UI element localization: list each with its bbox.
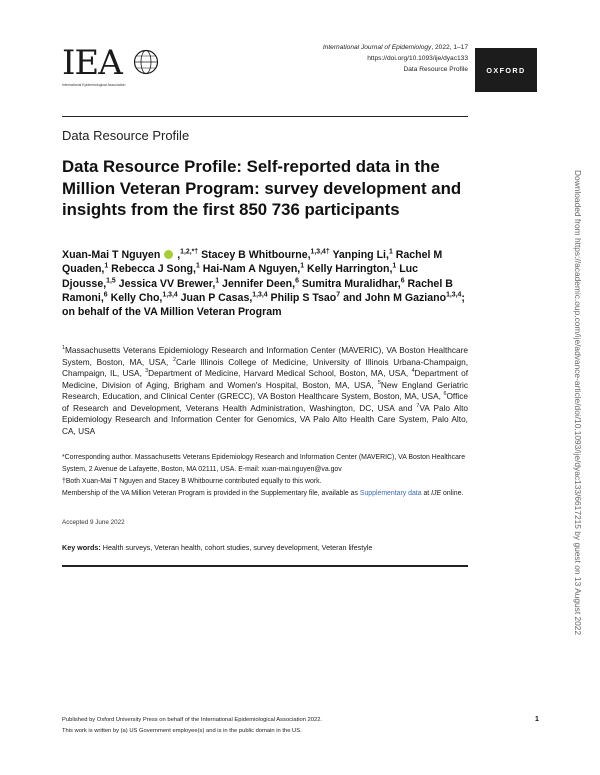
author-name: Sumitra Muralidhar, [301, 277, 401, 290]
author [203, 263, 307, 275]
author-name: Stacey B Whitbourne, [201, 249, 311, 261]
author-notes [62, 452, 472, 500]
author: and John M Gaziano$^{1,3,4}$; [343, 291, 465, 304]
author-name: Rebecca J Song, [111, 263, 196, 276]
affiliation-text: Massachusetts Veterans Epidemiology Research and Information Center (MAVERIC), VA Boston Healthcare System, Boston, MA, USA, [62, 345, 468, 367]
journal-volume: , 2022, 1–17 [431, 44, 468, 51]
author-affiliation-marker: 1,3,4† [310, 248, 330, 256]
affiliation-number: 5 [377, 379, 381, 386]
membership-note: Membership of the VA Million Veteran Program is provided in the Supplementary file, available as Supplementary data at IJE online. [62, 490, 464, 497]
journal-reference [300, 42, 468, 75]
author [181, 292, 271, 304]
author [111, 292, 181, 304]
affiliation-text: New England Geriatric Research, Education, and Clinical Center (GRECC), VA Boston Healthcare System, Boston, MA, USA, [62, 379, 468, 401]
author [119, 278, 222, 290]
author-name: Jessica VV Brewer, [118, 277, 216, 290]
iea-logo-text: IEA [62, 44, 122, 80]
author-affiliation-marker: 1 [388, 248, 393, 256]
author-name: Xuan-Mai T Nguyen [62, 249, 161, 261]
article-type: Data Resource Profile [403, 66, 468, 73]
author-name: Kelly Cho, [110, 291, 163, 304]
author: Xuan-Mai T Nguyen ,$^{1,2,*\dagger}$ [62, 248, 199, 261]
affiliation-text: Office of Research and Development, Veterans Health Administration, Washington, DC, USA and [62, 391, 468, 413]
journal-name: International Journal of Epidemiology [322, 44, 432, 51]
affiliation-number: 1 [62, 345, 65, 352]
header-divider [62, 116, 468, 117]
author-affiliation-marker: 6 [295, 277, 299, 285]
author-affiliation-marker: 6 [400, 277, 405, 285]
author-name: Yanping Li, [332, 249, 389, 261]
author-affiliation-marker: 1 [104, 262, 109, 270]
footer [62, 715, 322, 737]
author-affiliation-marker: 7 [336, 291, 341, 299]
oxford-logo-text: OXFORD [486, 65, 526, 75]
author [302, 278, 408, 290]
author [111, 263, 203, 275]
equal-contribution-note: †Both Xuan-Mai T Nguyen and Stacey B Whitbourne contributed equally to this work. [62, 478, 322, 485]
affiliation-number: 2 [172, 356, 176, 363]
author-affiliation-marker: 1 [300, 262, 305, 270]
author-name: and John M Gaziano [343, 291, 447, 304]
affiliation-text: Department of Medicine, Division of Aging, Brigham and Women's Hospital, Boston, MA, USA, [62, 368, 468, 390]
author [62, 306, 282, 318]
iea-logo-subtitle: International Epidemiological Association [62, 83, 126, 87]
author-name: Rachel M Quaden, [62, 249, 443, 276]
oxford-logo [475, 48, 537, 92]
keywords-label: Key words: [62, 543, 101, 552]
author-name: Luc Djousse, [62, 263, 419, 290]
affiliation [145, 368, 411, 378]
corresponding-author-note: *Corresponding author. Massachusetts Veterans Epidemiology Research and Information Center (MAVERIC), VA Boston Healthcare System, 2 Avenue de Lafayette, Boston, MA 02111, USA. E-mail: xuan-mai.nguyen@va.gov [62, 454, 466, 473]
author-affiliation-marker: 1 [215, 277, 220, 285]
journal-citation [300, 42, 468, 53]
page-number: 1 [535, 716, 539, 723]
download-watermark: Downloaded from https://academic.oup.com/ije/advance-article/doi/10.1093/ije/dyac133/6617215 by guest on 13 August 2022 [573, 170, 583, 636]
author-name: Philip S Tsao [270, 291, 337, 304]
author-name: Kelly Harrington, [307, 263, 393, 276]
supplementary-data-link[interactable]: Supplementary data [359, 490, 422, 497]
affiliation-number: 6 [443, 391, 447, 398]
author [307, 263, 399, 275]
doi-link[interactable]: https://doi.org/10.1093/ije/dyac133 [367, 55, 468, 62]
author [271, 292, 344, 304]
author-name: Hai-Nam A Nguyen, [202, 263, 301, 276]
keywords [62, 543, 372, 552]
accepted-date: Accepted 9 June 2022 [62, 519, 125, 526]
author [201, 249, 332, 261]
author-list [62, 248, 472, 319]
author-affiliation-marker: 1,2,*† [180, 248, 199, 256]
author-affiliation-marker: 1 [195, 262, 200, 270]
author [332, 249, 395, 261]
iea-logo [62, 44, 162, 80]
author-name: Jennifer Deen, [222, 277, 296, 290]
author [222, 278, 302, 290]
affiliation-text: Carle Illinois College of Medicine, University of Illinois Urbana-Champaign, Champaign, IL, USA, [62, 356, 468, 378]
orcid-icon[interactable] [164, 250, 173, 259]
author-name: on behalf of the VA Million Veteran Program [62, 306, 282, 319]
keywords-text: Health surveys, Veteran health, cohort studies, survey development, Veteran lifestyle [100, 543, 373, 552]
section-label: Data Resource Profile [62, 128, 190, 143]
affiliation-number: 7 [416, 402, 420, 409]
author-affiliation-marker: 1,3,4 [252, 291, 268, 299]
keywords-divider [62, 565, 468, 567]
author-name: Rachel B Ramoni, [62, 277, 453, 304]
author-affiliation-marker: 1,3,4 [162, 291, 178, 299]
affiliation-number: 4 [411, 368, 415, 375]
author-affiliation-marker: 1,3,4 [446, 291, 462, 299]
author-affiliation-marker: 1 [392, 262, 397, 270]
iea-logo-mark [62, 44, 162, 80]
author-name: Juan P Casas, [180, 291, 253, 304]
author-affiliation-marker: 6 [103, 291, 108, 299]
footer-copyright-line: This work is written by (a) US Government employee(s) and is in the public domain in the US. [62, 728, 302, 734]
article-title: Data Resource Profile: Self-reported data in the Million Veteran Program: survey development and insights from the first 850 736 participants [62, 157, 462, 220]
footer-publisher-line: Published by Oxford University Press on behalf of the International Epidemiological Association 2022. [62, 717, 323, 723]
affiliation-number: 3 [145, 368, 149, 375]
affiliation-text: VA Palo Alto Epidemiology Research and Information Center for Genomics, VA Palo Alto Health Care System, Palo Alto, CA, USA [62, 402, 468, 436]
affiliations [62, 345, 468, 437]
author-affiliation-marker: 1,5 [106, 277, 116, 285]
affiliation-text: Department of Medicine, Harvard Medical School, Boston, MA, USA, [148, 368, 412, 378]
